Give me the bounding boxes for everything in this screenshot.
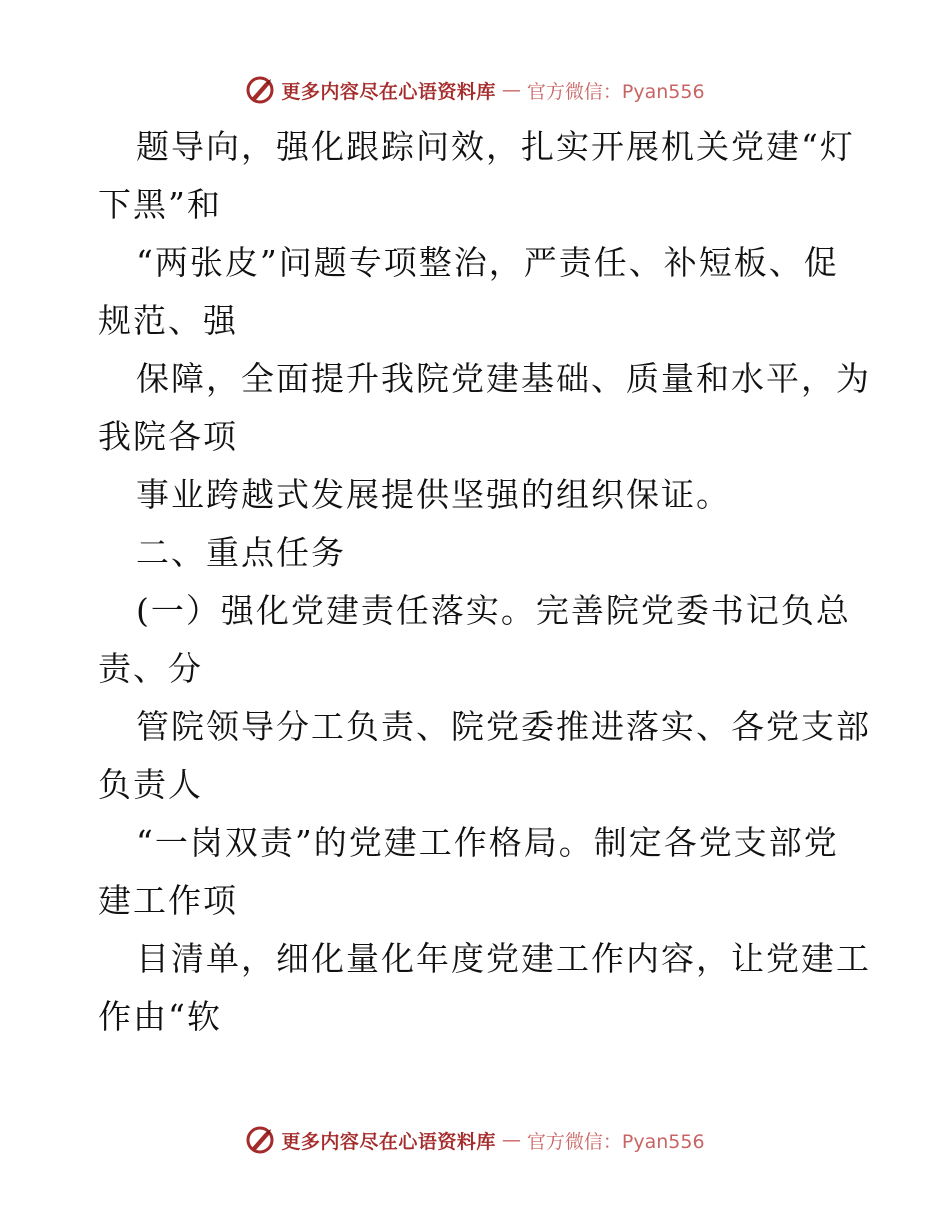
body-line: 建工作项 [98,881,238,920]
header-contact-text: 官方微信：Pyan556 [526,80,705,103]
body-line: 管院领导分工负责、院党委推进落实、各党支部 [136,707,871,746]
body-line: “两张皮”问题专项整治，严责任、补短板、促 [136,243,839,282]
footer-site-text: 更多内容尽在心语资料库 [281,1130,496,1153]
pen-circle-logo-icon [245,75,275,105]
document-body [98,118,871,1046]
body-line: 目清单，细化量化年度党建工作内容，让党建工 [136,939,871,978]
section-heading: 二、重点任务 [136,533,346,572]
body-line: 下黑”和 [98,185,222,224]
footer-banner [0,1120,950,1160]
body-line: 事业跨越式发展提供坚强的组织保证。 [136,475,731,514]
header-site-text: 更多内容尽在心语资料库 [281,80,496,103]
body-line: “一岗双责”的党建工作格局。制定各党支部党 [136,823,839,862]
body-line: 责、分 [98,649,203,688]
body-line: 负责人 [98,765,203,804]
body-line: 题导向，强化跟踪问效，扎实开展机关党建“灯 [136,127,855,166]
header-banner [0,70,950,110]
body-line: 规范、强 [98,301,238,340]
pen-circle-logo-icon [245,1125,275,1155]
body-line: 保障，全面提升我院党建基础、质量和水平，为 [136,359,871,398]
body-line: 作由“软 [98,997,222,1036]
body-line: 我院各项 [98,417,238,456]
footer-contact-text: 官方微信：Pyan556 [526,1130,705,1153]
footer-separator: — [501,1129,521,1151]
body-line: (一）强化党建责任落实。完善院党委书记负总 [136,591,851,630]
header-separator: — [501,79,521,101]
